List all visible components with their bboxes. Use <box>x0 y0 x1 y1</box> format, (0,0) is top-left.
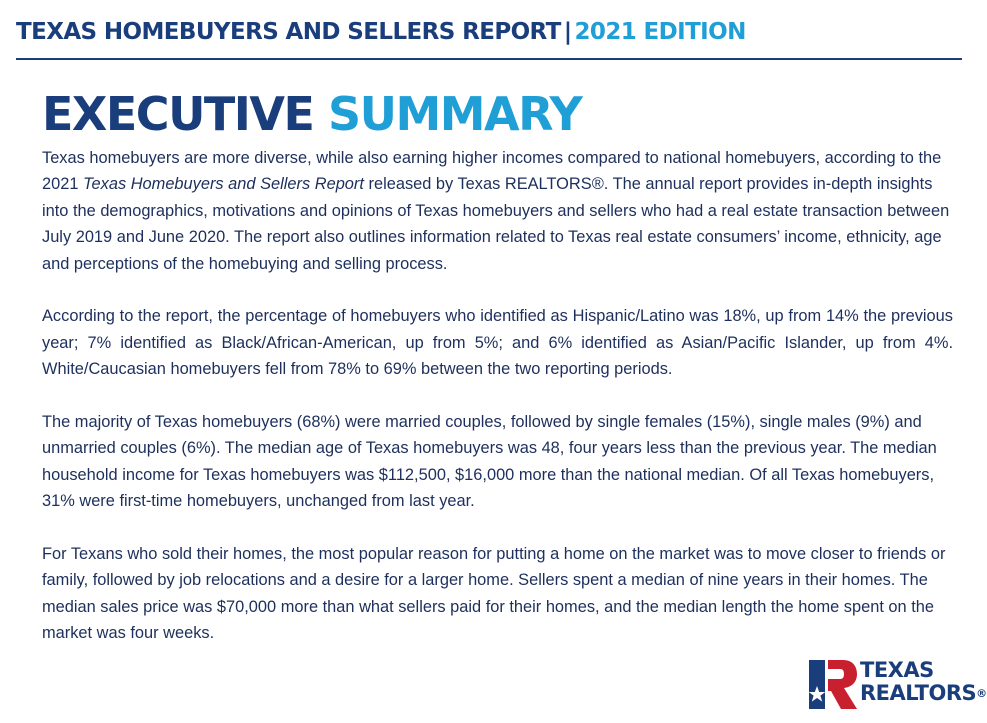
logo-line-1: TEXAS <box>860 658 934 682</box>
header-separator: | <box>563 19 572 45</box>
summary-body <box>42 145 953 673</box>
report-title: TEXAS HOMEBUYERS AND SELLERS REPORT <box>16 19 561 45</box>
registered-mark: ® <box>976 687 987 700</box>
page-title <box>42 86 581 142</box>
star-r-logo-icon <box>807 657 859 711</box>
header-divider <box>16 58 962 60</box>
paragraph-4: For Texans who sold their homes, the most popular reason for putting a home on the market was to move closer to friends or family, followed by job relocations and a desire for a larger home. Sellers spent a median of nine years in their homes. The median sales price was $70,000 more than what sellers paid for their homes, and the median length the home spent on the market was four weeks. <box>42 545 946 643</box>
paragraph-1-text-b: released by Texas REALTORS®. The annual report provides in-depth insights into the demographics, motivations and opinions of Texas homebuyers and sellers who had a real estate transaction between July 2019 and June 2020. The report also outlines information related to Texas real estate consumers’ income, ethnicity, age and perceptions of the homebuying and selling process. <box>42 175 950 273</box>
page-title-word-1: EXECUTIVE <box>42 87 314 141</box>
texas-realtors-logo <box>807 657 987 713</box>
paragraph-1 <box>42 145 953 277</box>
report-edition: 2021 EDITION <box>574 19 746 45</box>
report-header <box>16 15 746 49</box>
paragraph-3: The majority of Texas homebuyers (68%) were married couples, followed by single females (15%), single males (9%) and unmarried couples (6%). The median age of Texas homebuyers was 48, four years less than the previous year. The median household income for Texas homebuyers was $112,500, $16,000 more than the national median. Of all Texas homebuyers, 31% were first-time homebuyers, unchanged from last year. <box>42 413 937 511</box>
logo-line-2-text: REALTORS <box>860 681 977 705</box>
logo-wordmark <box>860 659 987 705</box>
report-name-italic: Texas Homebuyers and Sellers Report <box>83 175 364 194</box>
logo-line-2 <box>860 682 987 705</box>
page-title-word-2: SUMMARY <box>327 87 582 141</box>
paragraph-1-text-a: Texas homebuyers are more diverse, while also earning higher incomes compared to national homebuyers, according to the 2021 <box>42 149 942 194</box>
paragraph-2: According to the report, the percentage of homebuyers who identified as Hispanic/Latino was 18%, up from 14% the previous year; 7% identified as Black/African-American, up from 5%; and 6% identified as Asian/Pacific Islander, up from 4%. White/Caucasian homebuyers fell from 78% to 69% between the two reporting periods. <box>42 307 953 379</box>
